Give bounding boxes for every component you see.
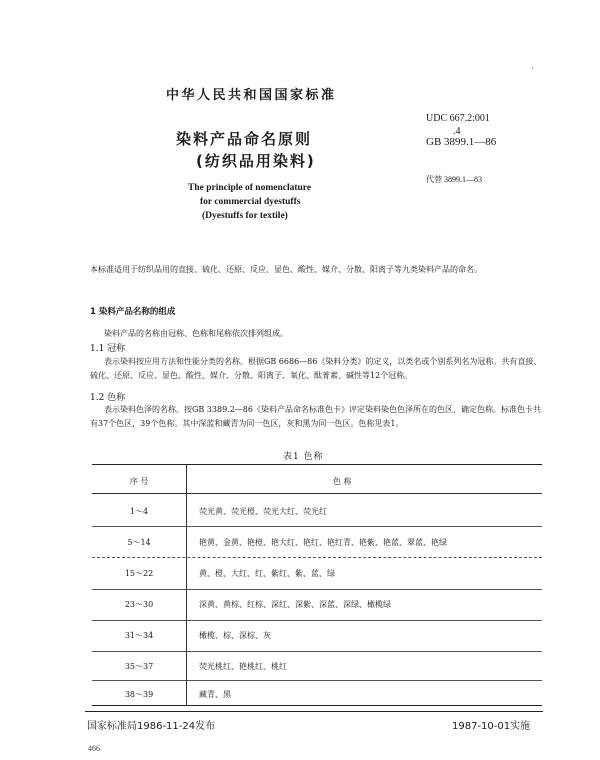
table-cell-number: 35～37 — [124, 662, 154, 671]
section-1-2-heading: 1.2 色称 — [90, 393, 126, 403]
table-bottom-rule — [92, 705, 542, 706]
section-1-2-text: 表示染料色泽的名称。按GB 3389.2—86《染料产品命名标准色卡》评定染料染色色泽所在的色区，确定色称。标准色卡共有37个色区，39个色称。其中深蓝和藏青为同一色区，灰和黑为同一色区。色称见表1。 — [90, 405, 541, 428]
publication-date: 国家标准局1986-11-24发布 — [87, 721, 216, 732]
table-cell-colors: 荧光桃红、艳桃红、桃红 — [199, 662, 287, 671]
intro-paragraph: 本标准适用于纺织品用的直接、硫化、还原、反应、显色、酸性、媒介、分散、阳离子等九类染料产品的命名。 — [90, 265, 482, 274]
section-1-1-heading: 1.1 冠称 — [90, 344, 126, 354]
table-column-divider — [186, 465, 187, 705]
implementation-date: 1987-10-01实施 — [452, 721, 531, 732]
standard-title: 染料产品命名原则 — [176, 130, 313, 148]
gb-standard-number: GB 3899.1—86 — [426, 136, 497, 148]
footer-rule — [85, 711, 543, 712]
replaces-note: 代替 3899.1—83 — [426, 175, 482, 184]
table-cell-number: 1～4 — [129, 507, 149, 516]
table-row-rule — [92, 620, 542, 621]
table-row-rule — [92, 557, 542, 558]
table-row-rule — [92, 651, 542, 652]
english-title-line-3: (Dyestuffs for textile) — [202, 211, 288, 221]
corner-mark: · — [531, 64, 534, 74]
table-cell-colors: 艳黄、金黄、艳橙、艳大红、艳红、艳红青、艳紫、艳蓝、翠蓝、艳绿 — [199, 538, 447, 547]
table-top-rule — [92, 464, 542, 465]
table-cell-number: 31～34 — [124, 631, 154, 640]
issuing-authority: 中华人民共和国国家标准 — [166, 88, 337, 103]
table-header-number: 序 号 — [129, 477, 149, 486]
section-1-text: 染料产品的名称由冠称、色称和尾称依次排列组成。 — [104, 329, 288, 338]
table-cell-number: 23～30 — [124, 600, 154, 609]
table-cell-colors: 黄、橙、大红、红、紫红、紫、蓝、绿 — [199, 569, 335, 578]
section-1-heading: 1 染料产品名称的组成 — [90, 307, 176, 317]
english-title-line-1: The principle of nomenclature — [188, 183, 312, 193]
table-cell-colors: 藏青、黑 — [199, 690, 231, 699]
table-row-rule — [92, 526, 542, 527]
table-header-color: 色 称 — [333, 477, 352, 486]
table-cell-colors: 荧光黄、荧光橙、荧光大红、荧光红 — [199, 507, 327, 516]
table-cell-colors: 深黄、黄棕、红棕、深红、深紫、深蓝、深绿、橄榄绿 — [199, 600, 391, 609]
udc-code-suffix: .4 — [453, 126, 461, 137]
table-cell-colors: 橄榄、棕、深棕、灰 — [199, 631, 271, 640]
table-cell-number: 38～39 — [124, 690, 154, 699]
english-title-line-2: for commercial dyestuffs — [200, 197, 301, 207]
table-row-rule — [92, 589, 542, 590]
table-cell-number: 15～22 — [124, 569, 154, 578]
table-header-rule — [92, 493, 542, 494]
table-cell-number: 5～14 — [127, 538, 151, 547]
table-row-rule — [92, 680, 542, 681]
table-caption: 表1 色称 — [283, 452, 324, 462]
udc-code: UDC 667.2:001 — [426, 113, 490, 124]
section-1-1-text: 表示染料按应用方法和性能分类的名称。根据GB 6686—86《染料分类》的定义，以类名或个别系列名为冠称。共有直接、硫化、还原、反应、显色、酸性、媒介、分散、阳离子、氧化、酞菁素、碱性等12个冠称。 — [90, 357, 542, 380]
page-number: 466 — [88, 744, 100, 753]
standard-subtitle: (纺织品用染料) — [196, 152, 316, 170]
